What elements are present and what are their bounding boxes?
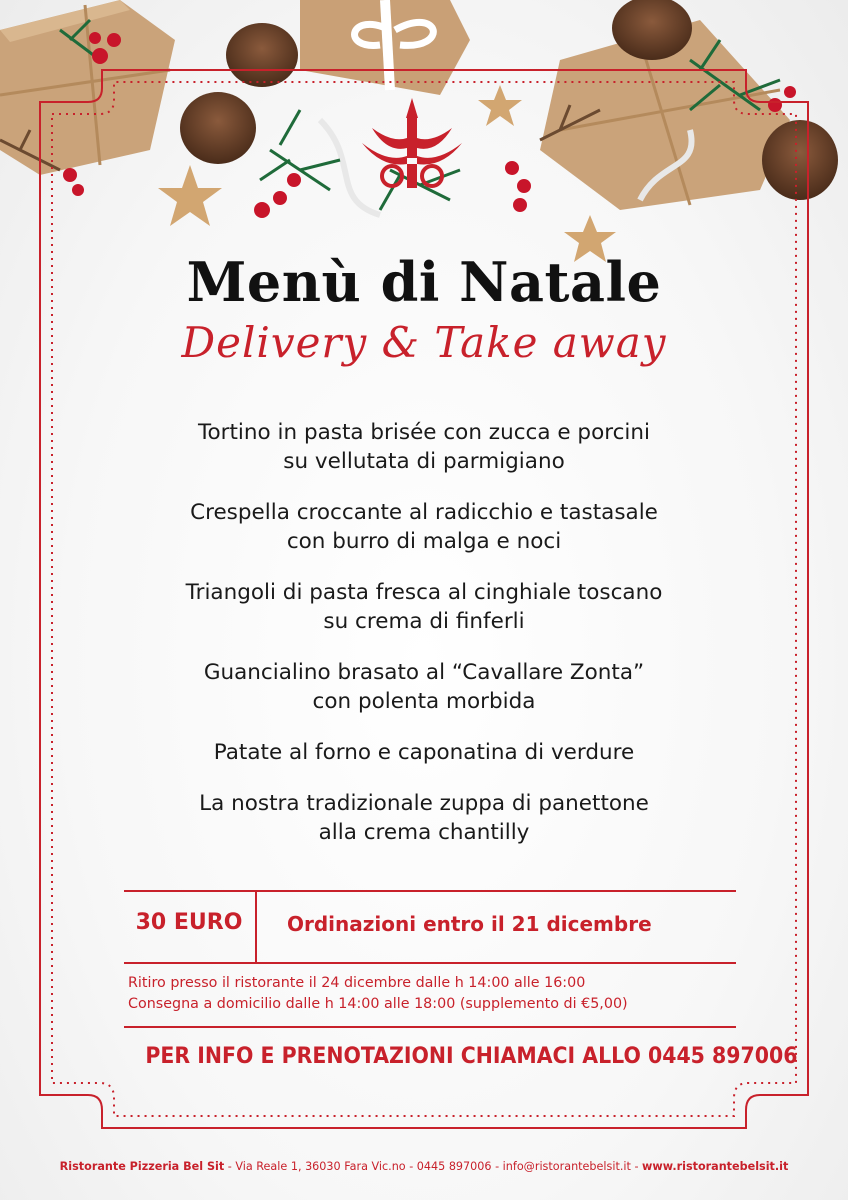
dish-line: Tortino in pasta brisée con zucca e porcini [198,420,650,445]
pickup-delivery-notes [128,973,738,1015]
gift-box-icon [0,0,175,175]
dish-line: La nostra tradizionale zuppa di panettone [199,791,649,816]
menu-item [100,789,748,847]
dish-line: Crespella croccante al radicchio e tastasale [190,500,658,525]
page-subtitle: Delivery & Take away [181,318,667,367]
footer-restaurant-name: Ristorante Pizzeria Bel Sit [59,1160,225,1173]
pine-cone-icon [762,120,838,200]
price-label: 30 EURO [135,910,243,935]
footer [0,1160,848,1173]
menu-list [100,418,748,869]
menu-item [100,578,748,636]
menu-item [100,738,748,767]
dish-line: Patate al forno e caponatina di verdure [213,740,635,765]
dish-line: con polenta morbida [312,689,536,714]
divider [124,1026,736,1028]
menu-item [100,658,748,716]
divider [124,962,736,964]
pickup-note: Ritiro presso il ristorante il 24 dicembre dalle h 14:00 alle 16:00 [128,975,586,991]
footer-website-link[interactable]: www.ristorantebelsit.it [642,1160,789,1173]
divider [124,890,736,892]
pine-cone-icon [180,92,256,164]
dish-line: con burro di malga e noci [286,529,562,554]
dish-line: Triangoli di pasta fresca al cinghiale toscano [185,580,663,605]
dish-line: Guancialino brasato al “Cavallare Zonta” [203,660,645,685]
order-deadline: Ordinazioni entro il 21 dicembre [287,912,652,936]
crest-logo-icon [352,88,472,198]
pine-cone-icon [226,23,298,87]
dish-line: su vellutata di parmigiano [283,449,565,474]
dish-line: alla crema chantilly [318,820,530,845]
footer-address: - Via Reale 1, 36030 Fara Vic.no - 0445 897006 - info@ristorantebelsit.it - [224,1160,643,1173]
menu-item [100,498,748,556]
wooden-star-icon [158,165,222,226]
divider [255,892,257,962]
dish-line: su crema di finferli [323,609,525,634]
delivery-note: Consegna a domicilio dalle h 14:00 alle 18:00 (supplemento di €5,00) [128,996,628,1012]
wooden-star-icon [478,85,522,126]
contact-info: PER INFO E PRENOTAZIONI CHIAMACI ALLO 0445 897006 [145,1044,798,1069]
page-title: Menù di Natale [186,250,662,314]
menu-item [100,418,748,476]
gift-box-icon [300,0,470,95]
